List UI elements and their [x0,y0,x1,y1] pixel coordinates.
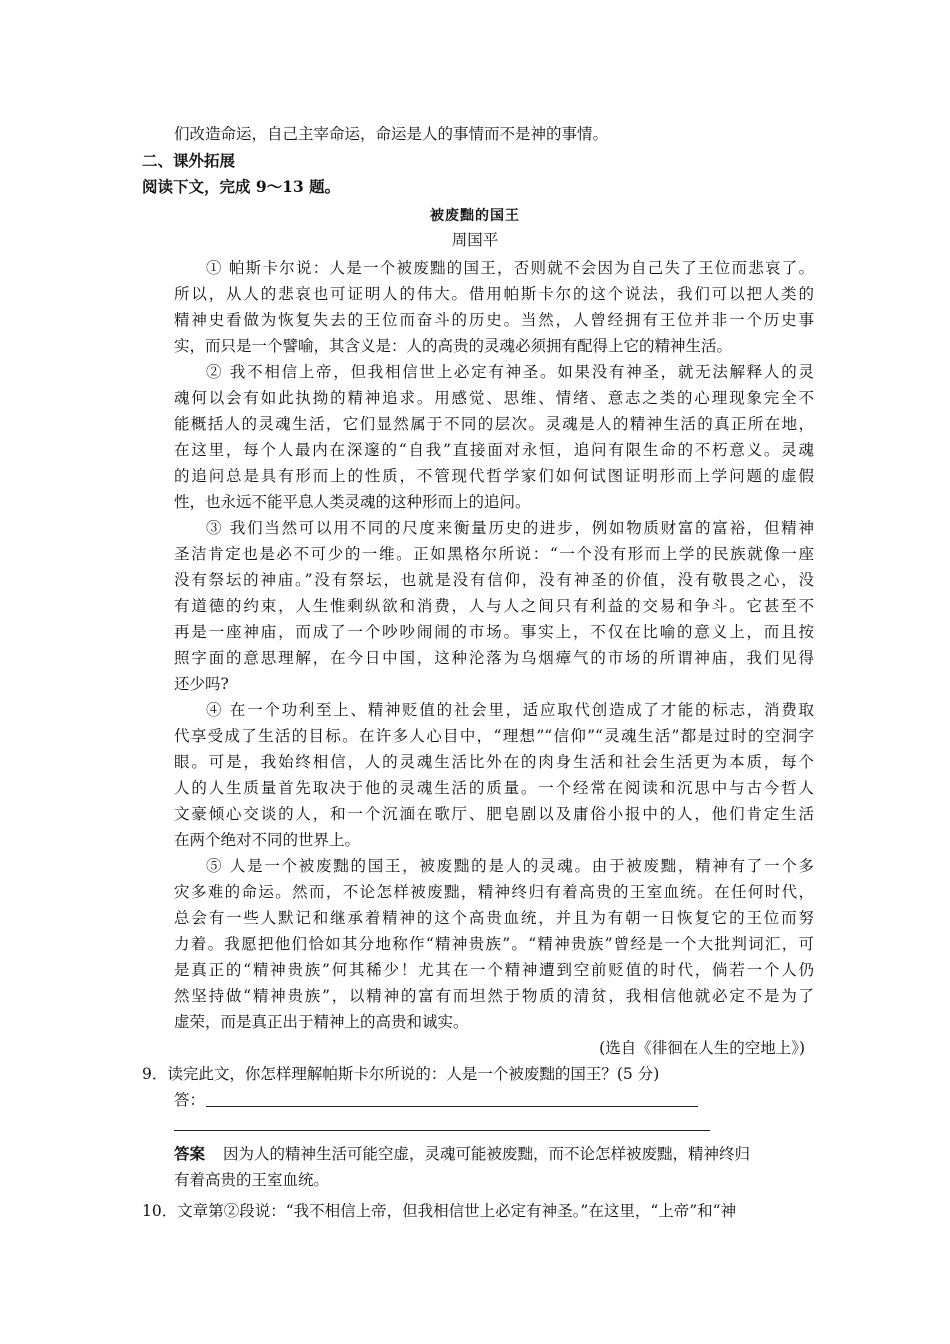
article-line: 精神史看做为恢复失去的王位而奋斗的历史。当然，人曾经拥有王位并非一个历史事 [174,311,814,329]
article-title: 被废黜的国王 [430,208,520,224]
article-line: 再是一座神庙，而成了一个吵吵闹闹的市场。事实上，不仅在比喻的意义上，而且按 [174,623,814,641]
article-line: 虚荣，而是真正出于精神上的高贵和诚实。 [174,1013,469,1031]
article-line: 力着。我愿把他们恰如其分地称作“精神贵族”。“精神贵族”曾经是一个大批判词汇，可 [174,935,814,953]
article-line: 魂何以会有如此执拗的精神追求。用感觉、思维、情绪、意志之类的心理现象完全不 [174,389,814,407]
article-line: 实，而只是一个譬喻，其含义是：人的高贵的灵魂必须拥有配得上它的精神生活。 [174,337,733,355]
article-line: 在两个绝对不同的世界上。 [174,831,361,849]
article-line: 还少吗? [174,675,229,693]
article-line: 文豪倾心交谈的人，和一个沉湎在歌厅、肥皂剧以及庸俗小报中的人，他们肯定生活 [174,805,814,823]
article-line: 照字面的意思理解，在今日中国，这种沦落为乌烟瘴气的市场的所谓神庙，我们见得 [174,649,814,667]
article-line: 没有祭坛的神庙。”没有祭坛，也就是没有信仰，没有神圣的价值，没有敬畏之心，没 [174,571,814,589]
article-source: (选自《徘徊在人生的空地上》) [599,1039,805,1057]
intro-line: 们改造命运，自己主宰命运，命运是人的事情而不是神的事情。 [174,125,609,143]
answer-key-label: 答案 [174,1144,206,1163]
answer-blank-line[interactable] [174,1130,710,1131]
article-line: ② 我不相信上帝，但我相信世上必定有神圣。如果没有神圣，就无法解释人的灵 [206,363,814,381]
article-line: 人的人生质量首先取决于他的灵魂生活的质量。一个经常在阅读和沉思中与古今哲人 [174,779,814,797]
answer-key-text: 因为人的精神生活可能空虚，灵魂可能被废黜，而不论怎样被废黜，精神终归 [223,1145,751,1163]
article-line: 然坚持做“精神贵族”，以精神的富有而坦然于物质的清贫，我相信他就必定不是为了 [174,987,814,1005]
article-line: 所以，从人的悲哀也可证明人的伟大。借用帕斯卡尔的这个说法，我们可以把人类的 [174,285,814,303]
article-line: 的追问总是具有形而上的性质，不管现代哲学家们如何试图证明形而上学问题的虚假 [174,467,814,485]
article-line: 有道德的约束，人生惟剩纵欲和消费，人与人之间只有利益的交易和争斗。它甚至不 [174,597,814,615]
article-line: 是真正的“精神贵族”何其稀少！尤其在一个精神遭到空前贬值的时代，倘若一个人仍 [174,961,814,979]
article-line: 性，也永远不能平息人类灵魂的这种形而上的追问。 [174,493,531,511]
article-line: ⑤ 人是一个被废黜的国王，被废黜的是人的灵魂。由于被废黜，精神有了一个多 [206,857,814,875]
article-line: 灾多难的命运。然而，不论怎样被废黜，精神终归有着高贵的王室血统。在任何时代， [174,883,814,901]
article-line: ③ 我们当然可以用不同的尺度来衡量历史的进步，例如物质财富的富裕，但精神 [206,519,814,537]
article-line: 代享受成了生活的目标。在许多人心目中，“理想”“信仰”“灵魂生活”都是过时的空洞字 [174,727,814,745]
article-line: ① 帕斯卡尔说：人是一个被废黜的国王，否则就不会因为自己失了王位而悲哀了。 [206,259,814,277]
article-line: 总会有一些人默记和继承着精神的这个高贵血统，并且为有朝一日恢复它的王位而努 [174,909,814,927]
article-author: 周国平 [451,231,499,249]
answer-key-line-2: 有着高贵的王室血统。 [174,1171,330,1189]
article-line: 能概括人的灵魂生活，它们显然属于不同的层次。灵魂是人的精神生活的真正所在地， [174,415,814,433]
answer-blank-line[interactable] [206,1106,698,1107]
question-9: 9．读完此文，你怎样理解帕斯卡尔所说的：人是一个被废黜的国王？(5 分) [142,1065,660,1083]
instruction: 阅读下文，完成 9～13 题。 [142,177,341,196]
section-heading: 二、课外拓展 [142,151,236,170]
article-line: ④ 在一个功利至上、精神贬值的社会里，适应取代创造成了才能的标志，消费取 [206,701,814,719]
article-line: 圣洁肯定也是必不可少的一维。正如黑格尔所说：“一个没有形而上学的民族就像一座 [174,545,814,563]
article-line: 在这里，每个人最内在深邃的“自我”直接面对永恒，追问有限生命的不朽意义。灵魂 [174,441,814,459]
answer-key-line [174,1143,750,1165]
question-10: 10．文章第②段说：“我不相信上帝，但我相信世上必定有神圣。”在这里，“上帝”和“神 [142,1202,737,1220]
article-line: 眼。可是，我始终相信，人的灵魂生活比外在的肉身生活和社会生活更为本质，每个 [174,753,814,771]
answer-prefix: 答： [174,1091,206,1109]
